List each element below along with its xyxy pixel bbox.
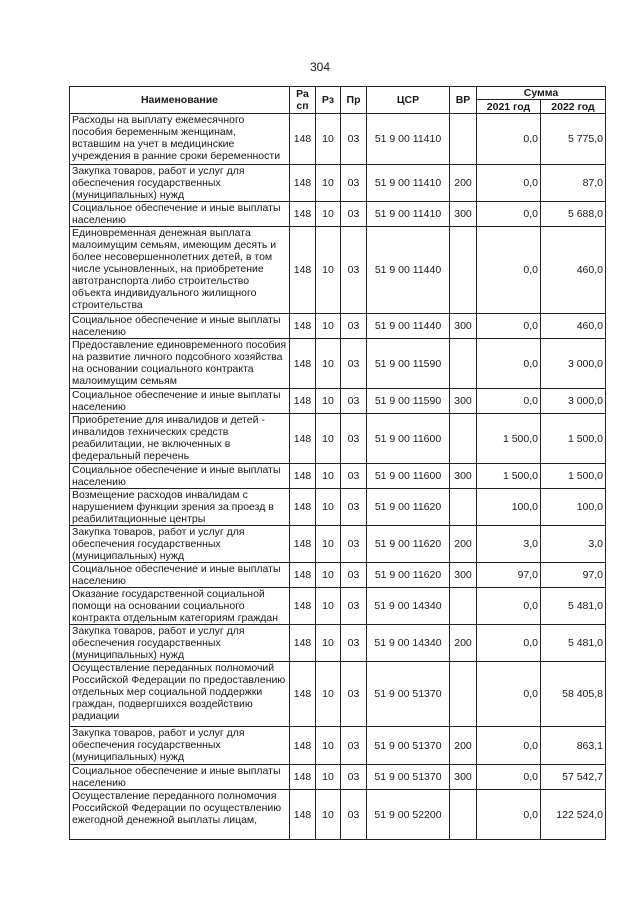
row-vr: 200 — [450, 165, 477, 202]
row-csr: 51 9 00 11620 — [367, 489, 450, 526]
row-name: Приобретение для инвалидов и детей - инвалидов технических средств реабилитации, не включенных в федеральный перечень — [70, 414, 290, 464]
row-sum-2021: 97,0 — [477, 563, 541, 588]
row-vr: 300 — [450, 464, 477, 489]
row-csr: 51 9 00 11440 — [367, 314, 450, 339]
row-sum-2021: 0,0 — [477, 625, 541, 662]
row-vr: 300 — [450, 202, 477, 227]
row-rz: 10 — [316, 227, 341, 314]
row-name: Оказание государственной социальной помощи на основании социального контракта отдельным категориям граждан — [70, 588, 290, 625]
row-rz: 10 — [316, 588, 341, 625]
row-sum-2022: 5 481,0 — [541, 625, 606, 662]
table-row — [70, 227, 606, 314]
row-sum-2021: 0,0 — [477, 727, 541, 765]
row-name: Социальное обеспечение и иные выплаты населению — [70, 202, 290, 227]
table-row — [70, 662, 606, 727]
table-row — [70, 727, 606, 765]
row-name: Закупка товаров, работ и услуг для обеспечения государственных (муниципальных) нужд — [70, 526, 290, 563]
row-name: Социальное обеспечение и иные выплаты населению — [70, 314, 290, 339]
row-rasp: 148 — [290, 625, 316, 662]
row-rasp: 148 — [290, 662, 316, 727]
header-pr: Пр — [341, 87, 367, 114]
row-vr: 200 — [450, 727, 477, 765]
row-sum-2022: 1 500,0 — [541, 414, 606, 464]
row-rasp: 148 — [290, 414, 316, 464]
row-sum-2021: 0,0 — [477, 114, 541, 165]
row-rz: 10 — [316, 662, 341, 727]
row-sum-2021: 0,0 — [477, 314, 541, 339]
table-row — [70, 464, 606, 489]
row-pr: 03 — [341, 489, 367, 526]
row-sum-2021: 0,0 — [477, 790, 541, 840]
row-vr — [450, 114, 477, 165]
row-rasp: 148 — [290, 790, 316, 840]
row-sum-2022: 1 500,0 — [541, 464, 606, 489]
row-name: Осуществление переданных полномочий Российской Федерации по предоставлению отдельных мер социальной поддержки граждан, подвергшихся воздействию радиации — [70, 662, 290, 727]
header-rz: Рз — [316, 87, 341, 114]
header-year-2022: 2022 год — [541, 100, 606, 114]
row-vr: 300 — [450, 314, 477, 339]
row-pr: 03 — [341, 563, 367, 588]
row-rz: 10 — [316, 526, 341, 563]
row-name: Закупка товаров, работ и услуг для обеспечения государственных (муниципальных) нужд — [70, 625, 290, 662]
row-vr: 300 — [450, 563, 477, 588]
row-rz: 10 — [316, 790, 341, 840]
row-pr: 03 — [341, 662, 367, 727]
row-rz: 10 — [316, 339, 341, 389]
row-sum-2021: 0,0 — [477, 202, 541, 227]
table-row — [70, 414, 606, 464]
table-row — [70, 314, 606, 339]
table-row — [70, 625, 606, 662]
row-rasp: 148 — [290, 389, 316, 414]
table-row — [70, 765, 606, 790]
table-row — [70, 526, 606, 563]
row-sum-2021: 1 500,0 — [477, 464, 541, 489]
row-name: Социальное обеспечение и иные выплаты населению — [70, 563, 290, 588]
row-pr: 03 — [341, 227, 367, 314]
row-csr: 51 9 00 11410 — [367, 114, 450, 165]
row-pr: 03 — [341, 314, 367, 339]
row-name: Расходы на выплату ежемесячного пособия беременным женщинам, вставшим на учет в медицинские учреждения в ранние сроки беременности — [70, 114, 290, 165]
header-sum: Сумма — [477, 87, 606, 100]
row-rz: 10 — [316, 727, 341, 765]
table-row — [70, 588, 606, 625]
row-sum-2021: 1 500,0 — [477, 414, 541, 464]
header-vr: ВР — [450, 87, 477, 114]
row-sum-2022: 3 000,0 — [541, 389, 606, 414]
row-pr: 03 — [341, 765, 367, 790]
row-rasp: 148 — [290, 114, 316, 165]
table-row — [70, 114, 606, 165]
row-pr: 03 — [341, 464, 367, 489]
row-csr: 51 9 00 14340 — [367, 588, 450, 625]
row-csr: 51 9 00 51370 — [367, 765, 450, 790]
row-rz: 10 — [316, 625, 341, 662]
row-rasp: 148 — [290, 202, 316, 227]
row-csr: 51 9 00 11410 — [367, 165, 450, 202]
row-pr: 03 — [341, 526, 367, 563]
row-rz: 10 — [316, 765, 341, 790]
row-name: Осуществление переданного полномочия Российской Федерации по осуществлению ежегодной денежной выплаты лицам, — [70, 790, 290, 840]
row-pr: 03 — [341, 339, 367, 389]
table-row — [70, 790, 606, 840]
row-sum-2022: 58 405,8 — [541, 662, 606, 727]
row-rz: 10 — [316, 464, 341, 489]
row-csr: 51 9 00 51370 — [367, 727, 450, 765]
row-sum-2021: 0,0 — [477, 165, 541, 202]
row-sum-2021: 0,0 — [477, 339, 541, 389]
row-vr — [450, 227, 477, 314]
row-rasp: 148 — [290, 464, 316, 489]
row-pr: 03 — [341, 790, 367, 840]
row-vr — [450, 588, 477, 625]
row-sum-2022: 3 000,0 — [541, 339, 606, 389]
row-vr: 200 — [450, 526, 477, 563]
row-rasp: 148 — [290, 227, 316, 314]
table-row — [70, 563, 606, 588]
page-number: 304 — [309, 60, 331, 74]
row-name: Социальное обеспечение и иные выплаты населению — [70, 464, 290, 489]
row-rasp: 148 — [290, 563, 316, 588]
header-rasp: Ра сп — [290, 87, 316, 114]
row-rasp: 148 — [290, 314, 316, 339]
table-row — [70, 165, 606, 202]
row-csr: 51 9 00 11440 — [367, 227, 450, 314]
row-sum-2022: 97,0 — [541, 563, 606, 588]
row-rasp: 148 — [290, 489, 316, 526]
row-rz: 10 — [316, 489, 341, 526]
row-name: Закупка товаров, работ и услуг для обеспечения государственных (муниципальных) нужд — [70, 165, 290, 202]
row-csr: 51 9 00 52200 — [367, 790, 450, 840]
row-vr — [450, 662, 477, 727]
row-csr: 51 9 00 11590 — [367, 339, 450, 389]
budget-table — [69, 86, 606, 840]
row-sum-2022: 460,0 — [541, 227, 606, 314]
row-rz: 10 — [316, 389, 341, 414]
header-csr: ЦСР — [367, 87, 450, 114]
row-sum-2022: 57 542,7 — [541, 765, 606, 790]
row-sum-2021: 0,0 — [477, 227, 541, 314]
row-sum-2021: 0,0 — [477, 662, 541, 727]
header-name: Наименование — [70, 87, 290, 114]
row-vr — [450, 414, 477, 464]
row-sum-2022: 5 688,0 — [541, 202, 606, 227]
row-rz: 10 — [316, 563, 341, 588]
row-sum-2022: 863,1 — [541, 727, 606, 765]
row-pr: 03 — [341, 202, 367, 227]
row-name: Социальное обеспечение и иные выплаты населению — [70, 389, 290, 414]
row-csr: 51 9 00 11590 — [367, 389, 450, 414]
row-rz: 10 — [316, 414, 341, 464]
row-vr: 300 — [450, 389, 477, 414]
row-sum-2021: 3,0 — [477, 526, 541, 563]
row-sum-2022: 87,0 — [541, 165, 606, 202]
row-rz: 10 — [316, 165, 341, 202]
row-pr: 03 — [341, 165, 367, 202]
row-pr: 03 — [341, 727, 367, 765]
table-body — [70, 114, 606, 840]
row-pr: 03 — [341, 414, 367, 464]
row-csr: 51 9 00 11600 — [367, 464, 450, 489]
row-sum-2022: 100,0 — [541, 489, 606, 526]
table-row — [70, 339, 606, 389]
row-name: Предоставление единовременного пособия на развитие личного подсобного хозяйства на основании социального контракта малоимущим семьям — [70, 339, 290, 389]
row-csr: 51 9 00 11620 — [367, 563, 450, 588]
row-pr: 03 — [341, 625, 367, 662]
row-sum-2022: 5 481,0 — [541, 588, 606, 625]
header-year-2021: 2021 год — [477, 100, 541, 114]
row-sum-2022: 5 775,0 — [541, 114, 606, 165]
row-rz: 10 — [316, 314, 341, 339]
row-csr: 51 9 00 51370 — [367, 662, 450, 727]
row-vr — [450, 790, 477, 840]
row-name: Социальное обеспечение и иные выплаты населению — [70, 765, 290, 790]
row-csr: 51 9 00 11620 — [367, 526, 450, 563]
row-rz: 10 — [316, 202, 341, 227]
row-rasp: 148 — [290, 526, 316, 563]
row-rasp: 148 — [290, 588, 316, 625]
row-vr: 200 — [450, 625, 477, 662]
row-sum-2022: 3,0 — [541, 526, 606, 563]
row-name: Единовременная денежная выплата малоимущим семьям, имеющим десять и более несовершеннолетних детей, в том числе усыновленных, на приобретение автотранспорта либо строительство объекта индивидуального жилищного строительства — [70, 227, 290, 314]
table-row — [70, 389, 606, 414]
table-row — [70, 489, 606, 526]
row-pr: 03 — [341, 389, 367, 414]
row-rasp: 148 — [290, 765, 316, 790]
row-name: Закупка товаров, работ и услуг для обеспечения государственных (муниципальных) нужд — [70, 727, 290, 765]
row-vr — [450, 489, 477, 526]
row-sum-2021: 0,0 — [477, 389, 541, 414]
row-name: Возмещение расходов инвалидам с нарушением функции зрения за проезд в реабилитационные центры — [70, 489, 290, 526]
table-row — [70, 202, 606, 227]
row-rasp: 148 — [290, 339, 316, 389]
row-csr: 51 9 00 11600 — [367, 414, 450, 464]
row-sum-2021: 0,0 — [477, 588, 541, 625]
row-csr: 51 9 00 14340 — [367, 625, 450, 662]
row-sum-2022: 460,0 — [541, 314, 606, 339]
row-rasp: 148 — [290, 165, 316, 202]
row-pr: 03 — [341, 114, 367, 165]
row-vr: 300 — [450, 765, 477, 790]
row-rz: 10 — [316, 114, 341, 165]
row-sum-2021: 0,0 — [477, 765, 541, 790]
row-pr: 03 — [341, 588, 367, 625]
row-csr: 51 9 00 11410 — [367, 202, 450, 227]
row-rasp: 148 — [290, 727, 316, 765]
row-vr — [450, 339, 477, 389]
row-sum-2021: 100,0 — [477, 489, 541, 526]
row-sum-2022: 122 524,0 — [541, 790, 606, 840]
